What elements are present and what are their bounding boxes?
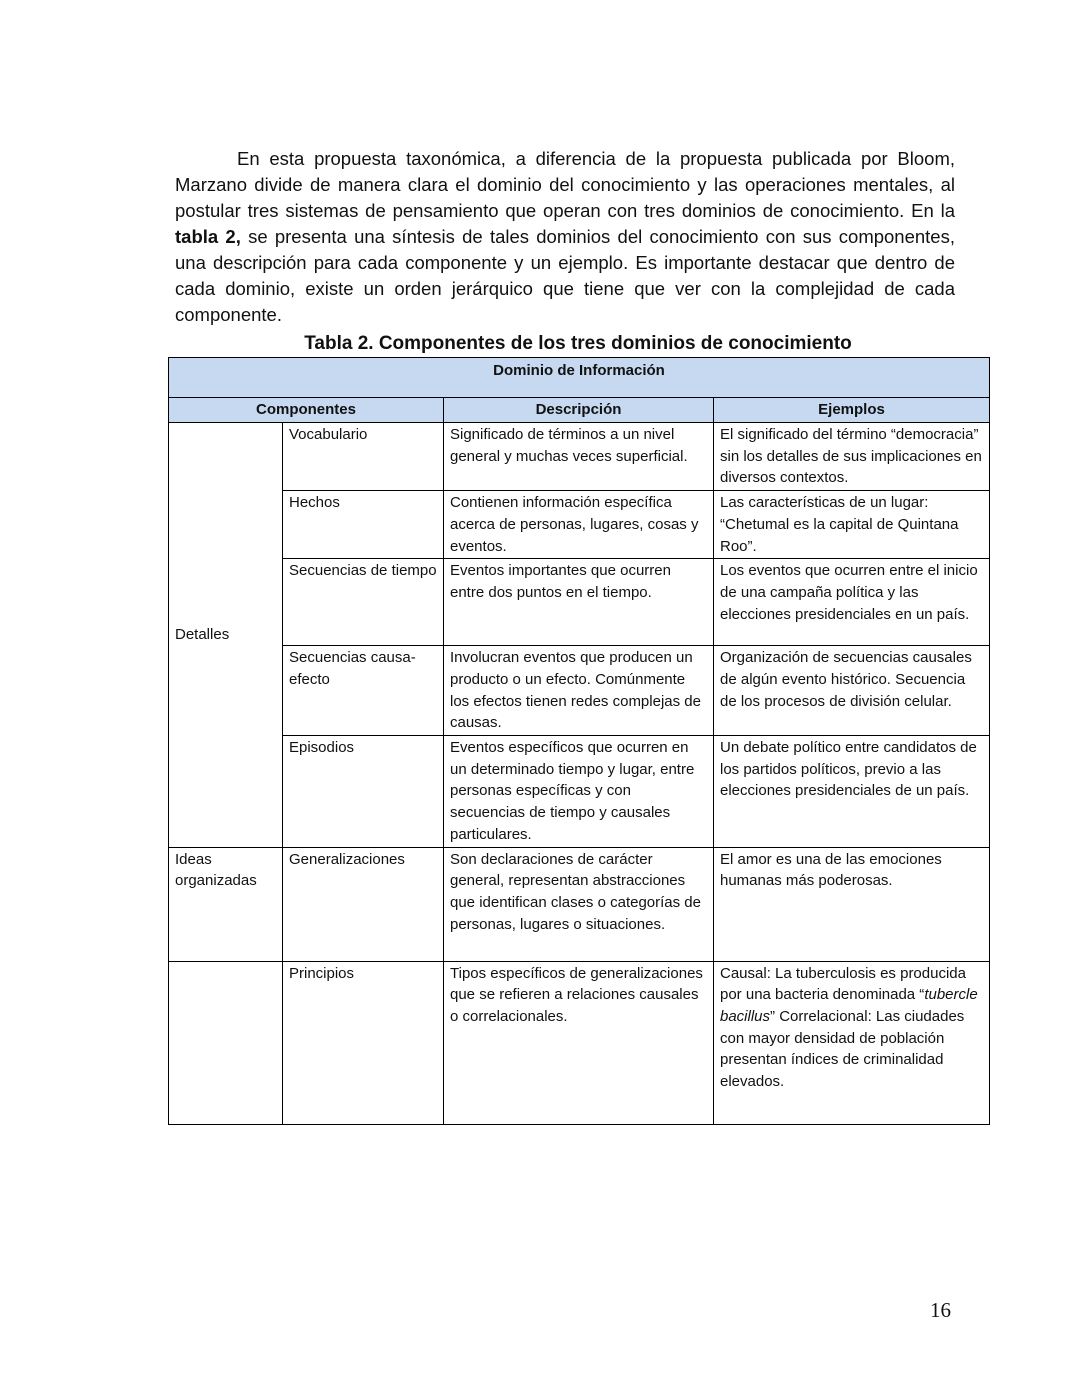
example-cell: El amor es una de las emociones humanas más poderosas.	[714, 847, 990, 961]
example-cell	[714, 961, 990, 1124]
description-cell: Involucran eventos que producen un producto o un efecto. Comúnmente los efectos tienen redes complejas de causas.	[444, 646, 714, 736]
table-row	[169, 736, 990, 848]
component-cell: Secuencias causa-efecto	[283, 646, 444, 736]
component-cell: Principios	[283, 961, 444, 1124]
example-cell: Un debate político entre candidatos de los partidos políticos, previo a las elecciones presidenciales de un país.	[714, 736, 990, 848]
table-caption: Tabla 2. Componentes de los tres dominios de conocimiento	[304, 333, 852, 354]
example-cell: Las características de un lugar: “Chetumal es la capital de Quintana Roo”.	[714, 491, 990, 559]
description-cell: Contienen información específica acerca de personas, lugares, cosas y eventos.	[444, 491, 714, 559]
description-cell: Significado de términos a un nivel general y muchas veces superficial.	[444, 423, 714, 491]
example-italic-term: tubercle bacillus	[720, 986, 978, 1025]
table-row	[169, 423, 990, 491]
example-text-2: ” Correlacional: Las ciudades con mayor densidad de población presentan índices de criminalidad elevados.	[720, 1007, 965, 1091]
example-cell: El significado del término “democracia” sin los detalles de sus implicaciones en diversos contextos.	[714, 423, 990, 491]
component-cell: Episodios	[283, 736, 444, 848]
intro-text-2: se presenta una síntesis de tales dominios del conocimiento con sus componentes, una descripción para cada componente y un ejemplo. Es importante destacar que dentro de cada dominio, existe un orden jerárquico que tiene que ver con la complejidad de cada componente.	[175, 225, 955, 325]
component-cell: Generalizaciones	[283, 847, 444, 961]
group-detalles: Detalles	[169, 423, 283, 848]
table-row	[169, 847, 990, 961]
header-descripcion: Descripción	[444, 398, 714, 423]
component-cell: Secuencias de tiempo	[283, 559, 444, 646]
description-cell: Tipos específicos de generalizaciones que se refieren a relaciones causales o correlacionales.	[444, 961, 714, 1124]
component-cell: Hechos	[283, 491, 444, 559]
intro-text-1: En esta propuesta taxonómica, a diferencia de la propuesta publicada por Bloom, Marzano divide de manera clara el dominio del conocimiento y las operaciones mentales, al postular tres sistemas de pensamiento que operan con tres dominios de conocimiento. En la	[175, 147, 955, 221]
table-row	[169, 491, 990, 559]
description-cell: Son declaraciones de carácter general, representan abstracciones que identifican clases o categorías de personas, lugares o situaciones.	[444, 847, 714, 961]
example-cell: Los eventos que ocurren entre el inicio de una campaña política y las elecciones presidenciales en un país.	[714, 559, 990, 646]
domain-header: Dominio de Información	[169, 358, 990, 398]
page-number: 16	[930, 1298, 951, 1322]
example-cell: Organización de secuencias causales de algún evento histórico. Secuencia de los procesos de división celular.	[714, 646, 990, 736]
intro-bold-reference: tabla 2,	[175, 225, 241, 247]
group-ideas-organizadas: Ideas organizadas	[169, 847, 283, 961]
description-cell: Eventos importantes que ocurren entre dos puntos en el tiempo.	[444, 559, 714, 646]
table-row	[169, 646, 990, 736]
empty-group-cell	[169, 961, 283, 1124]
column-header-row	[169, 398, 990, 423]
domain-header-row	[169, 358, 990, 398]
table-row	[169, 961, 990, 1124]
header-ejemplos: Ejemplos	[714, 398, 990, 423]
description-cell: Eventos específicos que ocurren en un determinado tiempo y lugar, entre personas específicas y con secuencias de tiempo y causales particulares.	[444, 736, 714, 848]
header-componentes: Componentes	[169, 398, 444, 423]
component-cell: Vocabulario	[283, 423, 444, 491]
example-text-1: Causal: La tuberculosis es producida por una bacteria denominada “	[720, 964, 966, 1004]
table-row	[169, 559, 990, 646]
components-table	[168, 357, 990, 1125]
intro-paragraph	[175, 146, 955, 328]
